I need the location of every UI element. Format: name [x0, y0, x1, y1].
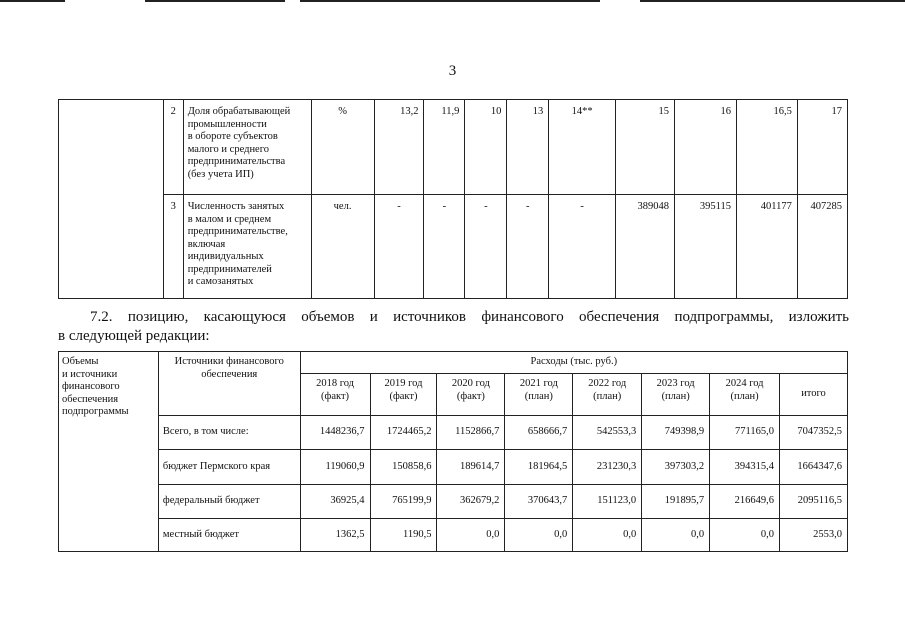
value-cell: 370643,7	[505, 485, 573, 519]
year-label: 2020 год	[451, 378, 490, 389]
year-kind: (план)	[661, 390, 690, 402]
table-row	[59, 100, 848, 195]
year-header	[710, 374, 780, 416]
top-border-segment	[0, 0, 65, 2]
header-line: обеспечения	[201, 368, 258, 380]
indicators-table	[58, 99, 848, 299]
value-cell: 151123,0	[573, 485, 642, 519]
value-cell: 1664347,6	[780, 450, 848, 485]
year-label: 2021 год	[519, 378, 558, 389]
indicator-name	[183, 195, 311, 299]
year-header	[300, 374, 370, 416]
value-cell: 2553,0	[780, 519, 848, 552]
year-label: 2019 год	[384, 378, 423, 389]
label-line: подпрограммы	[62, 406, 129, 417]
value-cell: 16,5	[736, 100, 797, 195]
year-header	[642, 374, 710, 416]
expenses-header: Расходы (тыс. руб.)	[300, 352, 847, 374]
value-cell: 395115	[675, 195, 737, 299]
label-line: и источники	[62, 368, 118, 380]
table-row	[59, 195, 848, 299]
value-cell: 10	[465, 100, 507, 195]
value-cell: 191895,7	[642, 485, 710, 519]
value-cell: 7047352,5	[780, 416, 848, 450]
value-cell: 17	[797, 100, 847, 195]
paragraph-line: в следующей редакции:	[58, 328, 210, 344]
value-cell: 11,9	[424, 100, 465, 195]
value-cell: 150858,6	[370, 450, 437, 485]
value-cell: 1362,5	[300, 519, 370, 552]
table-row	[59, 416, 848, 450]
name-line: предпринимательства	[187, 156, 286, 167]
value-cell: 389048	[616, 195, 675, 299]
name-line: в обороте субъектов	[187, 131, 278, 142]
top-border-segment	[640, 0, 905, 2]
year-kind: (план)	[524, 390, 553, 402]
value-cell: 119060,9	[300, 450, 370, 485]
header-row	[59, 352, 848, 374]
indicator-name	[183, 100, 311, 195]
value-cell: -	[507, 195, 549, 299]
value-cell: 181964,5	[505, 450, 573, 485]
top-border-segment	[300, 0, 600, 2]
value-cell: 401177	[736, 195, 797, 299]
year-label: 2022 год	[588, 378, 627, 389]
value-cell: 189614,7	[437, 450, 505, 485]
name-line: Численность занятых	[187, 201, 285, 212]
source-cell: местный бюджет	[158, 519, 300, 552]
value-cell: 658666,7	[505, 416, 573, 450]
sources-header	[158, 352, 300, 416]
value-cell: 0,0	[710, 519, 780, 552]
source-cell: бюджет Пермского края	[158, 450, 300, 485]
value-cell: 1190,5	[370, 519, 437, 552]
section-label	[59, 352, 159, 552]
year-kind: (план)	[730, 390, 759, 402]
year-label: 2024 год	[725, 378, 764, 389]
value-cell: 14**	[549, 100, 616, 195]
value-cell: -	[465, 195, 507, 299]
value-cell: 0,0	[505, 519, 573, 552]
year-header	[573, 374, 642, 416]
value-cell: 15	[616, 100, 675, 195]
value-cell: -	[374, 195, 424, 299]
value-cell: 749398,9	[642, 416, 710, 450]
year-label: 2023 год	[656, 378, 695, 389]
top-border-segment	[145, 0, 285, 2]
row-number: 3	[163, 195, 183, 299]
name-line: предпринимателей	[187, 263, 272, 275]
label-line: Объемы	[62, 356, 99, 367]
value-cell: -	[424, 195, 465, 299]
name-line: малого и среднего	[187, 143, 270, 155]
value-cell: 13,2	[374, 100, 424, 195]
name-line: включая	[187, 238, 226, 250]
year-header	[370, 374, 437, 416]
value-cell: 1152866,7	[437, 416, 505, 450]
value-cell: 16	[675, 100, 737, 195]
unit-cell: %	[311, 100, 374, 195]
value-cell: 231230,3	[573, 450, 642, 485]
name-line: и самозанятых	[187, 276, 254, 287]
value-cell: 771165,0	[710, 416, 780, 450]
value-cell: 216649,6	[710, 485, 780, 519]
year-kind: (факт)	[321, 390, 350, 402]
year-header	[437, 374, 505, 416]
value-cell: 394315,4	[710, 450, 780, 485]
source-cell: федеральный бюджет	[158, 485, 300, 519]
year-header	[505, 374, 573, 416]
header-line: Источники финансового	[174, 356, 284, 367]
value-cell: 0,0	[642, 519, 710, 552]
name-line: промышленности	[187, 118, 267, 130]
value-cell: 2095116,5	[780, 485, 848, 519]
label-line: финансового	[62, 381, 120, 392]
value-cell: -	[549, 195, 616, 299]
total-header: итого	[780, 374, 848, 416]
year-kind: (факт)	[389, 390, 418, 402]
value-cell: 1448236,7	[300, 416, 370, 450]
row-number: 2	[163, 100, 183, 195]
name-line: индивидуальных	[187, 251, 264, 262]
value-cell: 36925,4	[300, 485, 370, 519]
name-line: Доля обрабатывающей	[187, 106, 291, 117]
table-row	[59, 485, 848, 519]
value-cell: 0,0	[437, 519, 505, 552]
empty-cell	[59, 100, 164, 299]
value-cell: 542553,3	[573, 416, 642, 450]
financing-table	[58, 351, 848, 552]
value-cell: 0,0	[573, 519, 642, 552]
unit-cell: чел.	[311, 195, 374, 299]
page-number: 3	[448, 63, 457, 79]
paragraph-line: 7.2. позицию, касающуюся объемов и источников финансового обеспечения подпрограммы, изложить	[90, 309, 849, 325]
name-line: в малом и среднем	[187, 213, 272, 225]
value-cell: 407285	[797, 195, 847, 299]
value-cell: 765199,9	[370, 485, 437, 519]
table-row	[59, 450, 848, 485]
label-line: обеспечения	[62, 393, 119, 405]
year-label: 2018 год	[316, 378, 355, 389]
value-cell: 362679,2	[437, 485, 505, 519]
value-cell: 1724465,2	[370, 416, 437, 450]
name-line: (без учета ИП)	[187, 168, 254, 180]
year-kind: (факт)	[456, 390, 485, 402]
name-line: предпринимательстве,	[187, 226, 288, 237]
table-row	[59, 519, 848, 552]
value-cell: 13	[507, 100, 549, 195]
year-kind: (план)	[593, 390, 622, 402]
source-cell: Всего, в том числе:	[158, 416, 300, 450]
amendment-paragraph	[58, 308, 849, 346]
value-cell: 397303,2	[642, 450, 710, 485]
